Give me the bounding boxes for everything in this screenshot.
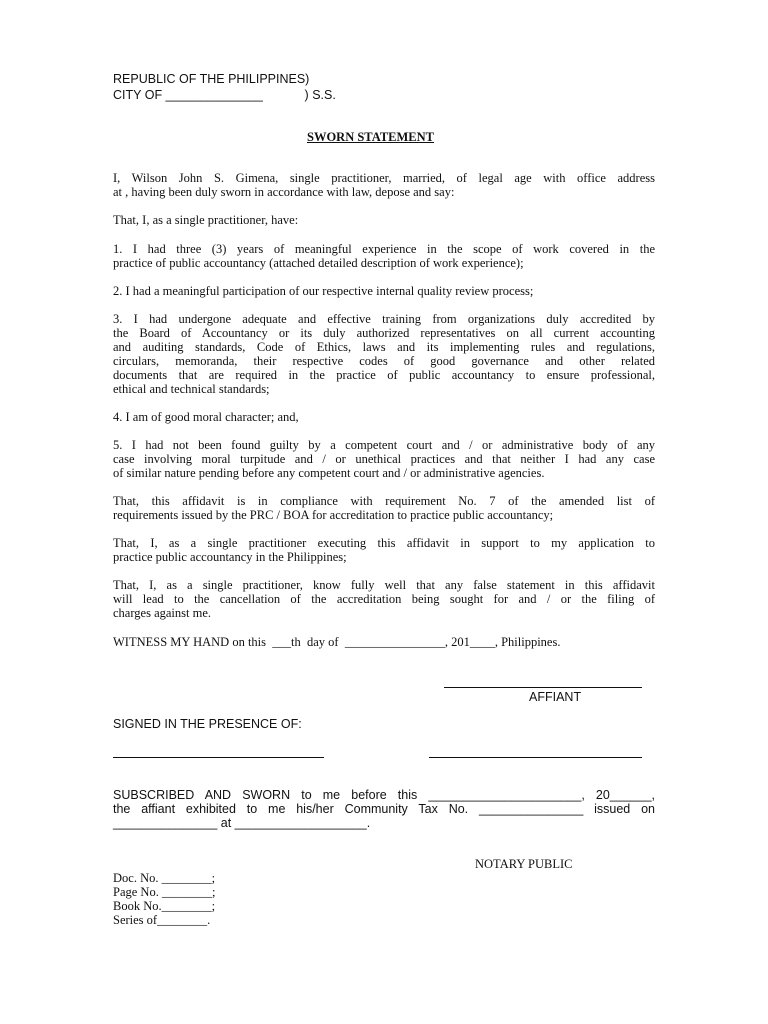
- intro-line: I, Wilson John S. Gimena, single practitioner, married, of legal age with office address: [113, 171, 655, 185]
- item-3-line: and auditing standards, Code of Ethics, laws and its implementing rules and regulations,: [113, 340, 655, 354]
- item-5-paragraph: [113, 438, 655, 480]
- item-4-paragraph: 4. I am of good moral character; and,: [113, 410, 299, 424]
- book-no-field: Book No.________;: [113, 899, 216, 913]
- page-no-field: Page No. ________;: [113, 885, 216, 899]
- affiant-label: AFFIANT: [529, 690, 582, 704]
- item-1-line: practice of public accountancy (attached detailed description of work experience);: [113, 256, 524, 270]
- item-5-line: case involving moral turpitude and / or unethical practices and that neither I had any case: [113, 452, 655, 466]
- that-have-paragraph: That, I, as a single practitioner, have:: [113, 213, 299, 227]
- affiant-signature-line: [444, 687, 642, 688]
- item-1-line: 1. I had three (3) years of meaningful experience in the scope of work covered in the: [113, 242, 655, 256]
- item-2-paragraph: 2. I had a meaningful participation of our respective internal quality review process;: [113, 284, 534, 298]
- intro-paragraph: [113, 171, 655, 199]
- witness-line: WITNESS MY HAND on this ___th day of ________________, 201____, Philippines.: [113, 635, 561, 649]
- compliance-paragraph: [113, 494, 655, 522]
- page-title: SWORN STATEMENT: [307, 130, 434, 144]
- support-paragraph: [113, 536, 655, 564]
- false-statement-paragraph: [113, 578, 655, 620]
- false-statement-line: That, I, as a single practitioner, know fully well that any false statement in this affidavit: [113, 578, 655, 592]
- intro-line: at , having been duly sworn in accordance with law, depose and say:: [113, 185, 455, 199]
- false-statement-line: will lead to the cancellation of the accreditation being sought for and / or the filing of: [113, 592, 655, 606]
- subscribed-line: _______________ at ___________________.: [113, 816, 371, 830]
- city-header: CITY OF ______________ ) S.S.: [113, 88, 336, 102]
- subscribed-paragraph: [113, 788, 655, 830]
- item-3-paragraph: [113, 312, 655, 396]
- signed-presence-label: SIGNED IN THE PRESENCE OF:: [113, 717, 302, 731]
- notary-public-label: NOTARY PUBLIC: [475, 857, 573, 871]
- support-line: practice public accountancy in the Philippines;: [113, 550, 347, 564]
- subscribed-line: SUBSCRIBED AND SWORN to me before this ______________________, 20______,: [113, 788, 655, 802]
- doc-no-field: Doc. No. ________;: [113, 871, 216, 885]
- item-3-line: documents that are required in the practice of public accountancy to ensure professional,: [113, 368, 655, 382]
- item-5-line: 5. I had not been found guilty by a competent court and / or administrative body of any: [113, 438, 655, 452]
- compliance-line: That, this affidavit is in compliance with requirement No. 7 of the amended list of: [113, 494, 655, 508]
- witness-signature-line-left: [113, 757, 324, 758]
- support-line: That, I, as a single practitioner executing this affidavit in support to my application to: [113, 536, 655, 550]
- item-3-line: the Board of Accountancy or its duly authorized representatives on all current accounting: [113, 326, 655, 340]
- series-of-field: Series of________.: [113, 913, 211, 927]
- republic-header: REPUBLIC OF THE PHILIPPINES): [113, 72, 310, 86]
- subscribed-line: the affiant exhibited to me his/her Community Tax No. _______________ issued on: [113, 802, 655, 816]
- item-3-line: 3. I had undergone adequate and effective training from organizations duly accredited by: [113, 312, 655, 326]
- false-statement-line: charges against me.: [113, 606, 211, 620]
- witness-signature-line-right: [429, 757, 642, 758]
- item-3-line: ethical and technical standards;: [113, 382, 270, 396]
- compliance-line: requirements issued by the PRC / BOA for accreditation to practice public accountancy;: [113, 508, 554, 522]
- item-3-line: circulars, memoranda, their respective codes of good governance and other related: [113, 354, 655, 368]
- item-1-paragraph: [113, 242, 655, 270]
- item-5-line: of similar nature pending before any competent court and / or administrative agencies.: [113, 466, 545, 480]
